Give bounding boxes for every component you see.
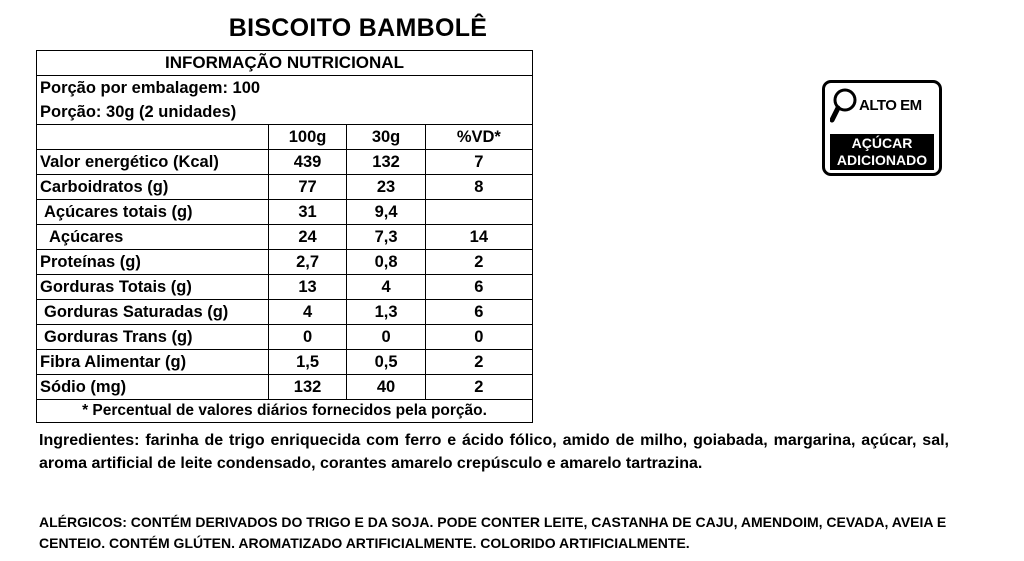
servings-per-package: Porção por embalagem: 100 xyxy=(37,76,533,101)
table-row xyxy=(37,175,533,200)
row-label: Gorduras Trans (g) xyxy=(37,325,269,350)
magnifier-icon xyxy=(830,87,862,123)
row-value-vd: 6 xyxy=(425,300,532,325)
row-value-30g: 40 xyxy=(347,375,425,400)
row-value-100g: 4 xyxy=(268,300,347,325)
table-header-row xyxy=(37,51,533,76)
serving-size: Porção: 30g (2 unidades) xyxy=(37,100,533,125)
row-value-30g: 0,8 xyxy=(347,250,425,275)
row-label: Fibra Alimentar (g) xyxy=(37,350,269,375)
row-value-30g: 1,3 xyxy=(347,300,425,325)
row-value-vd: 0 xyxy=(425,325,532,350)
row-label: Valor energético (Kcal) xyxy=(37,150,269,175)
seal-label-line2: ADICIONADO xyxy=(836,152,928,168)
seal-label-box xyxy=(830,134,934,170)
high-sugar-warning-seal xyxy=(822,80,942,176)
footnote: * Percentual de valores diários fornecidos pela porção. xyxy=(37,400,533,423)
row-value-100g: 132 xyxy=(268,375,347,400)
footnote-row xyxy=(37,400,533,423)
row-value-vd xyxy=(425,200,532,225)
row-value-30g: 0,5 xyxy=(347,350,425,375)
row-value-vd: 8 xyxy=(425,175,532,200)
row-value-100g: 1,5 xyxy=(268,350,347,375)
table-row xyxy=(37,325,533,350)
table-header: INFORMAÇÃO NUTRICIONAL xyxy=(37,51,533,76)
table-row xyxy=(37,375,533,400)
row-value-100g: 2,7 xyxy=(268,250,347,275)
seal-label-line1: AÇÚCAR xyxy=(851,135,913,151)
ingredients-text: Ingredientes: farinha de trigo enriquecida com ferro e ácido fólico, amido de milho, goiabada, margarina, açúcar, sal, aroma artificial de leite condensado, corantes amarelo crepúsculo e amarelo tartrazina. xyxy=(39,432,949,472)
row-value-vd: 6 xyxy=(425,275,532,300)
nutrition-table xyxy=(36,50,533,423)
column-header-vd: %VD* xyxy=(425,125,532,150)
column-header-30g: 30g xyxy=(347,125,425,150)
row-value-100g: 31 xyxy=(268,200,347,225)
row-label: Gorduras Totais (g) xyxy=(37,275,269,300)
row-value-30g: 7,3 xyxy=(347,225,425,250)
product-title: BISCOITO BAMBOLÊ xyxy=(228,14,488,42)
allergens-text: ALÉRGICOS: CONTÉM DERIVADOS DO TRIGO E DA SOJA. PODE CONTER LEITE, CASTANHA DE CAJU, AMENDOIM, CEVADA, AVEIA E CENTEIO. CONTÉM GLÚTEN. AROMATIZADO ARTIFICIALMENTE. COLORIDO ARTIFICIALMENTE. xyxy=(39,514,947,551)
table-row xyxy=(37,350,533,375)
table-row xyxy=(37,225,533,250)
column-header-100g: 100g xyxy=(268,125,347,150)
row-value-100g: 439 xyxy=(268,150,347,175)
seal-top-text: ALTO EM xyxy=(859,97,922,114)
row-label: Proteínas (g) xyxy=(37,250,269,275)
row-value-30g: 23 xyxy=(347,175,425,200)
row-value-vd: 2 xyxy=(425,250,532,275)
table-row xyxy=(37,300,533,325)
row-value-vd: 7 xyxy=(425,150,532,175)
row-value-vd: 14 xyxy=(425,225,532,250)
servings-row xyxy=(37,76,533,101)
row-label: Açúcares xyxy=(37,225,269,250)
column-header-blank xyxy=(37,125,269,150)
column-header-row xyxy=(37,125,533,150)
serving-size-row xyxy=(37,100,533,125)
table-row xyxy=(37,250,533,275)
row-value-30g: 0 xyxy=(347,325,425,350)
table-row xyxy=(37,275,533,300)
row-value-vd: 2 xyxy=(425,375,532,400)
row-label: Sódio (mg) xyxy=(37,375,269,400)
row-value-100g: 13 xyxy=(268,275,347,300)
row-value-30g: 4 xyxy=(347,275,425,300)
row-label: Açúcares totais (g) xyxy=(37,200,269,225)
row-value-vd: 2 xyxy=(425,350,532,375)
row-value-100g: 77 xyxy=(268,175,347,200)
row-label: Carboidratos (g) xyxy=(37,175,269,200)
table-row xyxy=(37,150,533,175)
row-value-30g: 9,4 xyxy=(347,200,425,225)
row-value-100g: 24 xyxy=(268,225,347,250)
row-value-100g: 0 xyxy=(268,325,347,350)
row-value-30g: 132 xyxy=(347,150,425,175)
row-label: Gorduras Saturadas (g) xyxy=(37,300,269,325)
table-row xyxy=(37,200,533,225)
